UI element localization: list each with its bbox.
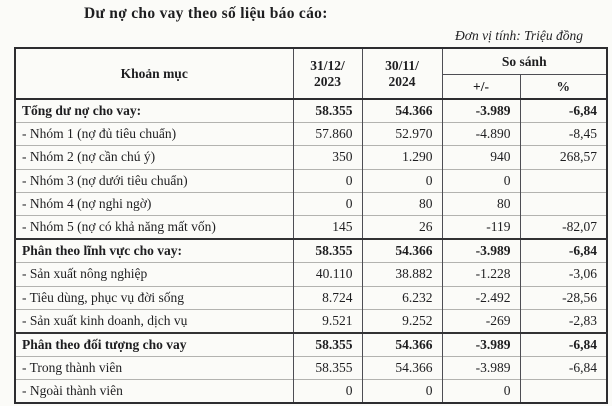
value-2024: 38.882 [362, 263, 442, 286]
header-date-2023-line1: 31/12/ [310, 58, 345, 74]
value-delta: -1.228 [442, 263, 520, 286]
row-label: Phân theo đối tượng cho vay [15, 333, 293, 356]
table-row [15, 99, 607, 122]
value-2024: 1.290 [362, 146, 442, 169]
value-2023: 40.110 [293, 263, 362, 286]
value-2023: 58.355 [293, 239, 362, 262]
table-row [15, 286, 607, 309]
value-percent: -6,84 [520, 356, 607, 379]
value-2023: 0 [293, 380, 362, 403]
header-date-2023 [293, 48, 362, 99]
row-label: Phân theo lĩnh vực cho vay: [15, 239, 293, 262]
page-title: Dư nợ cho vay theo số liệu báo cáo: [84, 5, 328, 22]
unit-note: Đơn vị tính: Triệu đồng [455, 28, 583, 43]
table-row [15, 263, 607, 286]
value-delta: -2.492 [442, 286, 520, 309]
value-delta: -119 [442, 216, 520, 239]
value-percent: -6,84 [520, 239, 607, 262]
value-percent [520, 380, 607, 403]
value-delta: -3.989 [442, 99, 520, 122]
value-2024: 54.366 [362, 333, 442, 356]
value-2023: 350 [293, 146, 362, 169]
value-delta: 80 [442, 193, 520, 216]
header-compare-delta: +/- [442, 75, 520, 100]
value-percent [520, 169, 607, 192]
table-row [15, 239, 607, 262]
value-2024: 52.970 [362, 122, 442, 145]
row-label: - Ngoài thành viên [15, 380, 293, 403]
value-2024: 54.366 [362, 99, 442, 122]
row-label: - Nhóm 2 (nợ cần chú ý) [15, 146, 293, 169]
value-delta: -269 [442, 310, 520, 333]
value-2024: 80 [362, 193, 442, 216]
header-item-label: Khoản mục [120, 65, 188, 81]
table-header [15, 48, 607, 99]
value-2024: 0 [362, 380, 442, 403]
table-row [15, 356, 607, 379]
table-row [15, 146, 607, 169]
value-2023: 0 [293, 169, 362, 192]
row-label: - Sản xuất nông nghiệp [15, 263, 293, 286]
value-2023: 145 [293, 216, 362, 239]
row-label: - Nhóm 5 (nợ có khả năng mất vốn) [15, 216, 293, 239]
loan-balance-table [14, 47, 608, 404]
value-percent: -3,06 [520, 263, 607, 286]
table-row [15, 169, 607, 192]
value-delta: -4.890 [442, 122, 520, 145]
value-percent: -6,84 [520, 99, 607, 122]
value-percent: -82,07 [520, 216, 607, 239]
value-2023: 8.724 [293, 286, 362, 309]
row-label: - Nhóm 3 (nợ dưới tiêu chuẩn) [15, 169, 293, 192]
value-2024: 54.366 [362, 239, 442, 262]
value-delta: 0 [442, 380, 520, 403]
value-delta: -3.989 [442, 239, 520, 262]
value-delta: 940 [442, 146, 520, 169]
row-label: - Trong thành viên [15, 356, 293, 379]
row-label: - Tiêu dùng, phục vụ đời sống [15, 286, 293, 309]
header-compare: So sánh [442, 48, 607, 75]
value-2023: 58.355 [293, 356, 362, 379]
value-percent: -6,84 [520, 333, 607, 356]
table-row [15, 216, 607, 239]
value-2024: 6.232 [362, 286, 442, 309]
header-date-2024 [362, 48, 442, 99]
row-label: - Nhóm 1 (nợ đủ tiêu chuẩn) [15, 122, 293, 145]
value-2024: 54.366 [362, 356, 442, 379]
table-row [15, 193, 607, 216]
table-row [15, 310, 607, 333]
table-row [15, 333, 607, 356]
value-2023: 58.355 [293, 99, 362, 122]
value-2024: 9.252 [362, 310, 442, 333]
value-2023: 0 [293, 193, 362, 216]
header-row-top [15, 48, 607, 75]
table-row [15, 380, 607, 403]
value-2024: 26 [362, 216, 442, 239]
value-delta: 0 [442, 169, 520, 192]
row-label: Tổng dư nợ cho vay: [22, 102, 142, 118]
header-date-2024-line1: 30/11/ [385, 58, 419, 74]
header-date-2023-line2: 2023 [314, 73, 341, 89]
header-date-2024-line2: 2024 [388, 73, 416, 89]
value-percent [520, 193, 607, 216]
value-percent: -28,56 [520, 286, 607, 309]
value-percent: -8,45 [520, 122, 607, 145]
table-row [15, 122, 607, 145]
value-percent: -2,83 [520, 310, 607, 333]
value-delta: -3.989 [442, 333, 520, 356]
value-delta: -3.989 [442, 356, 520, 379]
row-label: - Sản xuất kinh doanh, dịch vụ [15, 310, 293, 333]
row-label: - Nhóm 4 (nợ nghi ngờ) [15, 193, 293, 216]
table-body [15, 99, 607, 403]
value-2023: 9.521 [293, 310, 362, 333]
value-2023: 57.860 [293, 122, 362, 145]
value-percent: 268,57 [520, 146, 607, 169]
value-2023: 58.355 [293, 333, 362, 356]
header-compare-percent: % [520, 75, 607, 100]
value-2024: 0 [362, 169, 442, 192]
